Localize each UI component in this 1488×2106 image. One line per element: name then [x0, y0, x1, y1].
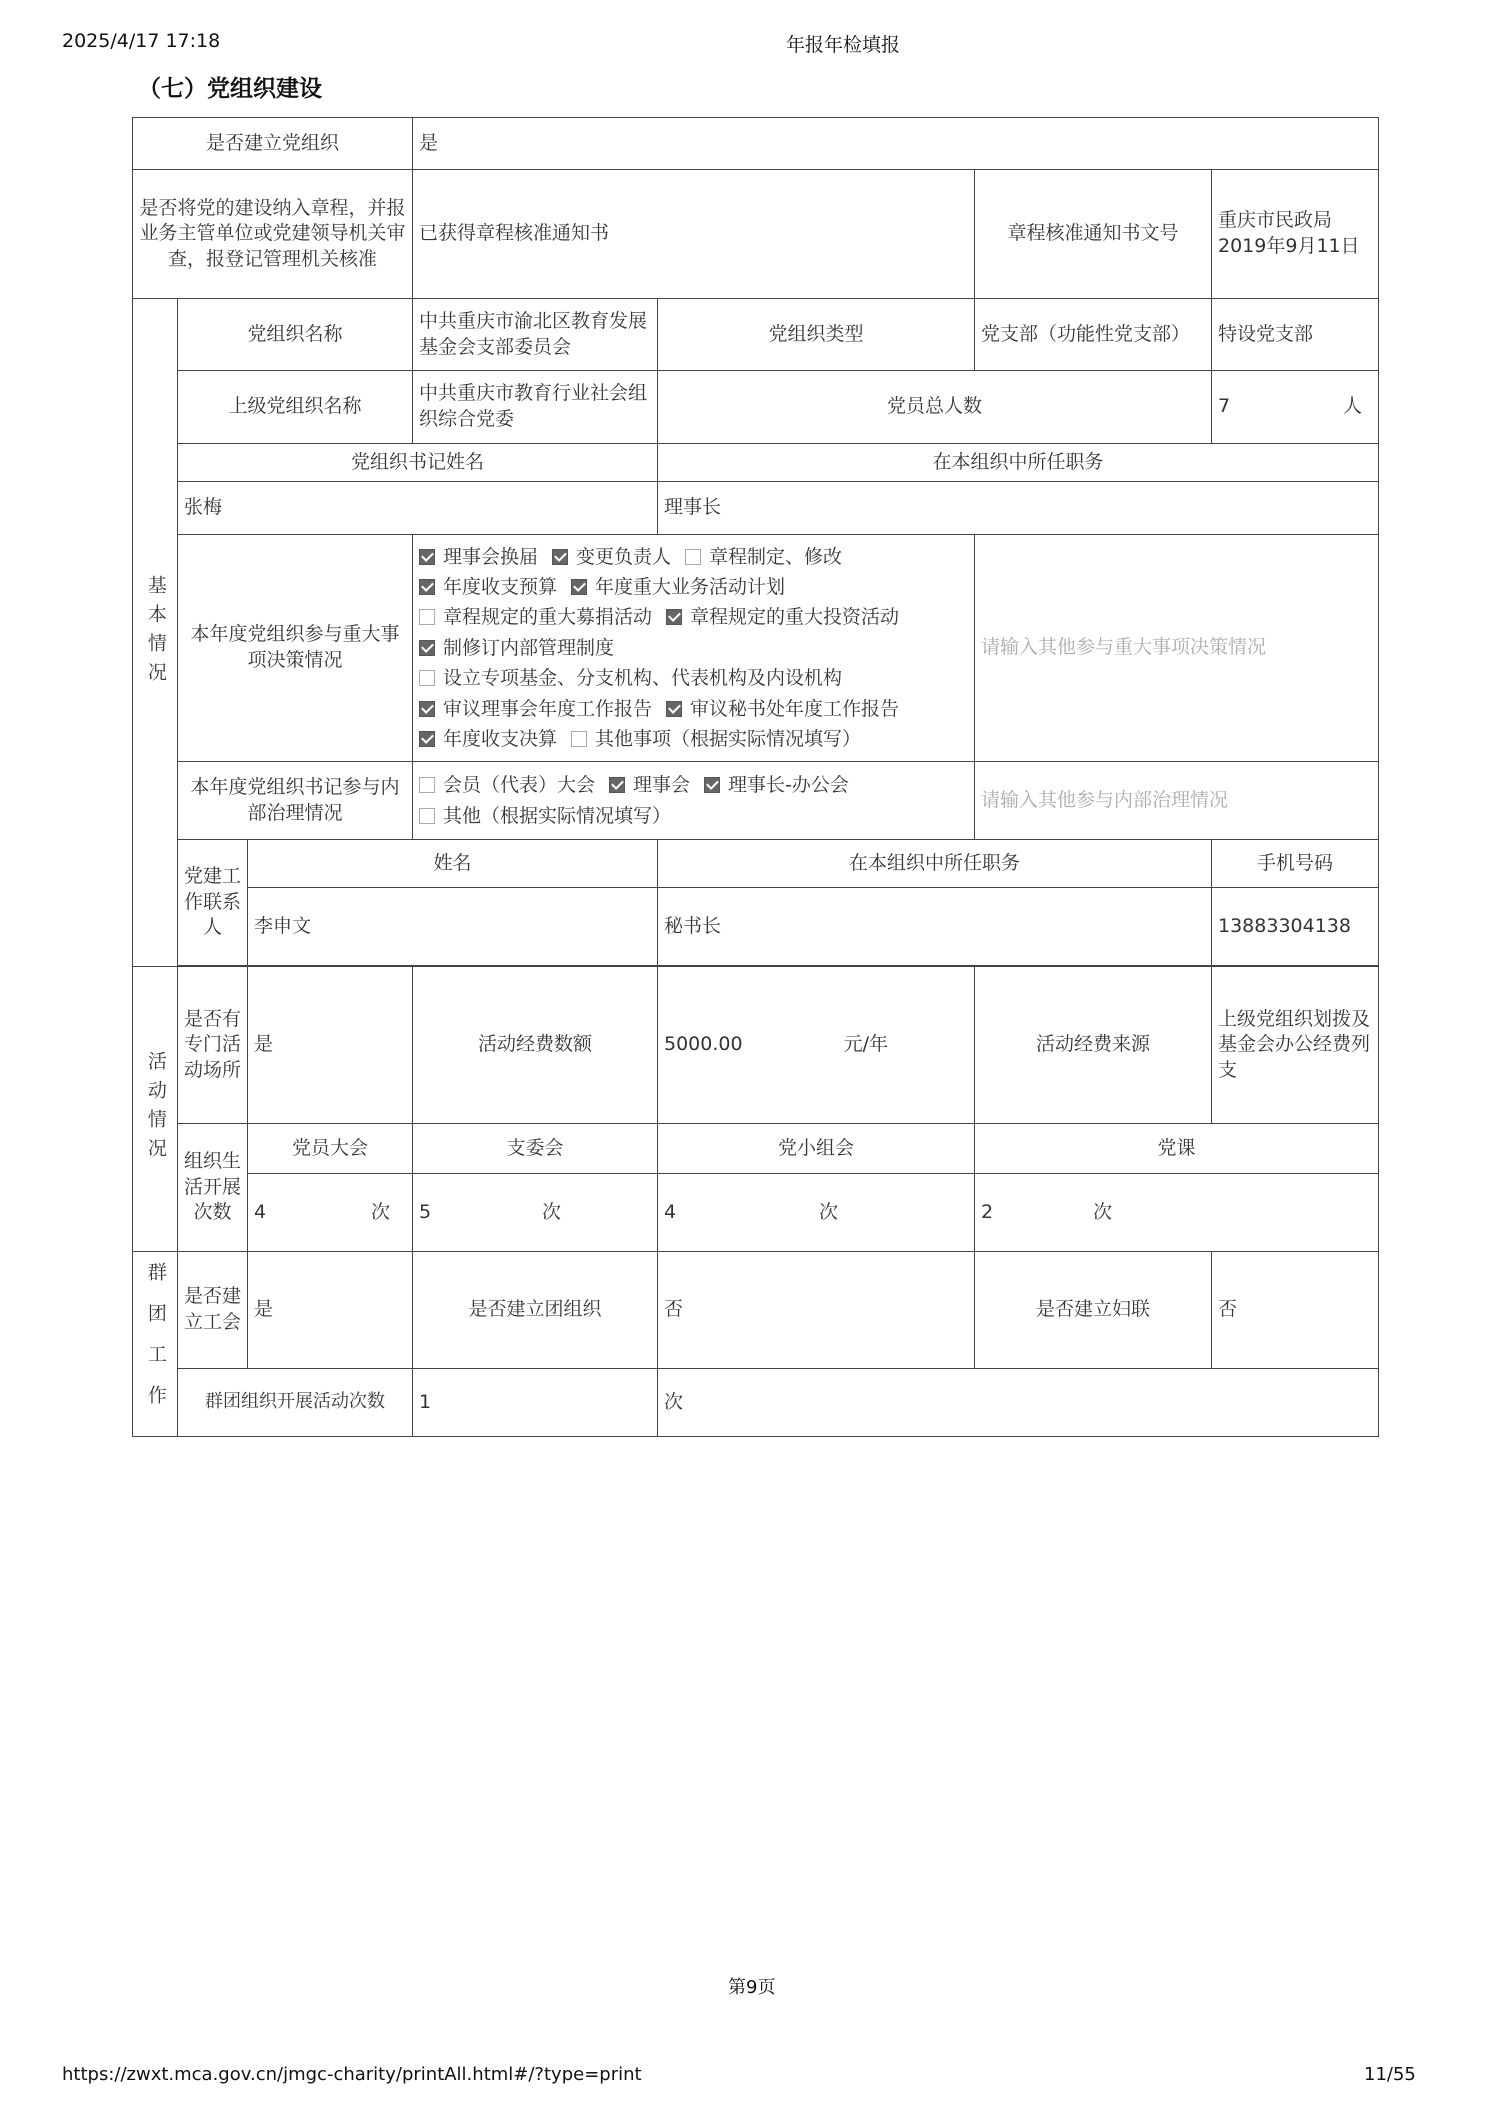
decision-option[interactable]: [419, 602, 652, 632]
life-field-2[interactable]: [658, 1174, 975, 1252]
decision-option-label: 章程规定的重大投资活动: [690, 606, 900, 629]
life-unit: 次: [1093, 1200, 1113, 1223]
governance-option[interactable]: [419, 801, 671, 831]
secretary-position-label: 在本组织中所任职务: [658, 444, 1379, 482]
women-label: 是否建立妇联: [975, 1252, 1212, 1369]
governance-option[interactable]: [609, 770, 690, 800]
org-type-value-2[interactable]: 特设党支部: [1212, 299, 1379, 371]
life-value-1: 5: [419, 1200, 432, 1223]
life-label: 组织生活开展次数: [178, 1124, 248, 1252]
checkbox-checked-icon[interactable]: [552, 549, 568, 565]
decision-option[interactable]: [419, 542, 538, 572]
decision-option[interactable]: [419, 633, 614, 663]
org-type-value-1[interactable]: 党支部（功能性党支部）: [975, 299, 1212, 371]
decision-option[interactable]: [552, 542, 671, 572]
decision-option-label: 审议秘书处年度工作报告: [690, 697, 900, 720]
fund-source-label: 活动经费来源: [975, 967, 1212, 1124]
checkbox-checked-icon[interactable]: [571, 579, 587, 595]
contact-position-label: 在本组织中所任职务: [658, 840, 1212, 888]
life-unit: 次: [818, 1200, 838, 1223]
decision-option[interactable]: [666, 694, 899, 724]
charter-doc-no-value[interactable]: 重庆市民政局2019年9月11日: [1212, 170, 1379, 299]
mass-count-label: 群团组织开展活动次数: [178, 1369, 413, 1437]
fund-label: 活动经费数额: [413, 967, 658, 1124]
decision-option[interactable]: [419, 724, 557, 754]
party-established-label: 是否建立党组织: [133, 118, 413, 170]
decision-option-label: 章程制定、修改: [709, 545, 843, 568]
fund-field[interactable]: [658, 967, 975, 1124]
life-header-2: 党小组会: [658, 1124, 975, 1174]
decision-option-label: 其他事项（根据实际情况填写）: [595, 727, 862, 750]
decision-option[interactable]: [571, 572, 785, 602]
org-name-label: 党组织名称: [178, 299, 413, 371]
contact-label: 党建工作联系人: [178, 840, 248, 966]
fund-value: 5000.00: [664, 1033, 743, 1056]
print-url: https://zwxt.mca.gov.cn/jmgc-charity/printAll.html#/?type=print: [62, 2064, 642, 2085]
contact-position-value[interactable]: 秘书长: [658, 888, 1212, 966]
decision-other-input[interactable]: 请输入其他参与重大事项决策情况: [975, 535, 1379, 762]
governance-option-label: 理事会: [633, 774, 691, 797]
mass-count-unit: 次: [658, 1369, 1379, 1437]
governance-option[interactable]: [704, 770, 849, 800]
checkbox-unchecked-icon[interactable]: [419, 670, 435, 686]
life-unit: 次: [370, 1200, 390, 1223]
life-field-1[interactable]: [413, 1174, 658, 1252]
decision-option-label: 变更负责人: [576, 545, 672, 568]
members-label: 党员总人数: [658, 371, 1212, 444]
parent-org-label: 上级党组织名称: [178, 371, 413, 444]
decision-option-label: 理事会换届: [443, 545, 539, 568]
checkbox-unchecked-icon[interactable]: [419, 777, 435, 793]
charter-value[interactable]: 已获得章程核准通知书: [413, 170, 975, 299]
checkbox-checked-icon[interactable]: [419, 640, 435, 656]
governance-option-label: 会员（代表）大会: [443, 774, 596, 797]
charter-label: 是否将党的建设纳入章程，并报业务主管单位或党建领导机关审查，报登记管理机关核准: [133, 170, 413, 299]
decision-option-label: 年度重大业务活动计划: [595, 576, 786, 599]
decision-label: 本年度党组织参与重大事项决策情况: [178, 535, 413, 762]
life-unit: 次: [541, 1200, 561, 1223]
checkbox-unchecked-icon[interactable]: [419, 808, 435, 824]
decision-option[interactable]: [571, 724, 861, 754]
life-field-3[interactable]: [975, 1174, 1379, 1252]
parent-org-value[interactable]: 中共重庆市教育行业社会组织综合党委: [413, 371, 658, 444]
activity-side-label: 活动情况: [133, 967, 178, 1252]
page-number: 第9页: [728, 1977, 776, 1998]
org-name-value[interactable]: 中共重庆市渝北区教育发展基金会支部委员会: [413, 299, 658, 371]
union-value[interactable]: 是: [248, 1252, 413, 1369]
secretary-name-label: 党组织书记姓名: [178, 444, 658, 482]
decision-option-label: 设立专项基金、分支机构、代表机构及内设机构: [443, 667, 843, 690]
venue-value[interactable]: 是: [248, 967, 413, 1124]
secretary-position-value[interactable]: 理事长: [658, 482, 1379, 535]
contact-name-label: 姓名: [248, 840, 658, 888]
governance-other-input[interactable]: 请输入其他参与内部治理情况: [975, 762, 1379, 840]
checkbox-checked-icon[interactable]: [704, 777, 720, 793]
contact-phone-value[interactable]: 13883304138: [1212, 888, 1379, 966]
checkbox-checked-icon[interactable]: [419, 549, 435, 565]
life-value-2: 4: [664, 1200, 677, 1223]
contact-name-value[interactable]: 李申文: [248, 888, 658, 966]
print-title: 年报年检填报: [786, 34, 901, 56]
league-value[interactable]: 否: [658, 1252, 975, 1369]
checkbox-checked-icon[interactable]: [419, 731, 435, 747]
life-header-0: 党员大会: [248, 1124, 413, 1174]
life-value-3: 2: [981, 1200, 994, 1223]
decision-option-label: 审议理事会年度工作报告: [443, 697, 653, 720]
life-field-0[interactable]: [248, 1174, 413, 1252]
checkbox-unchecked-icon[interactable]: [571, 731, 587, 747]
print-datetime: 2025/4/17 17:18: [62, 30, 221, 52]
checkbox-unchecked-icon[interactable]: [685, 549, 701, 565]
members-value: 7: [1218, 395, 1231, 418]
party-org-table: [132, 117, 1379, 1437]
org-type-label: 党组织类型: [658, 299, 975, 371]
section-title: （七）党组织建设: [138, 76, 322, 102]
governance-option-label: 理事长-办公会: [728, 774, 849, 797]
governance-option-label: 其他（根据实际情况填写）: [443, 804, 672, 827]
charter-doc-no-label: 章程核准通知书文号: [975, 170, 1212, 299]
party-established-value[interactable]: 是: [413, 118, 1379, 170]
decision-option[interactable]: [419, 694, 652, 724]
life-header-3: 党课: [975, 1124, 1379, 1174]
league-label: 是否建立团组织: [413, 1252, 658, 1369]
mass-side-label: 群团工作: [133, 1252, 178, 1437]
fund-unit: 元/年: [843, 1033, 888, 1056]
venue-label: 是否有专门活动场所: [178, 967, 248, 1124]
checkbox-checked-icon[interactable]: [419, 579, 435, 595]
mass-count-value[interactable]: 1: [413, 1369, 658, 1437]
decision-options: [413, 535, 975, 762]
checkbox-checked-icon[interactable]: [666, 609, 682, 625]
decision-option-label: 章程规定的重大募捐活动: [443, 606, 653, 629]
decision-option[interactable]: [685, 542, 842, 572]
members-unit: 人: [1343, 395, 1363, 418]
life-value-0: 4: [254, 1200, 267, 1223]
women-value[interactable]: 否: [1212, 1252, 1379, 1369]
decision-option[interactable]: [419, 663, 842, 693]
page-count: 11/55: [1364, 2064, 1416, 2085]
basic-side-label: 基本情况: [133, 299, 178, 967]
checkbox-checked-icon[interactable]: [609, 777, 625, 793]
secretary-name-value[interactable]: 张梅: [178, 482, 658, 535]
decision-option[interactable]: [666, 602, 899, 632]
checkbox-unchecked-icon[interactable]: [419, 609, 435, 625]
governance-option[interactable]: [419, 770, 595, 800]
decision-option[interactable]: [419, 572, 557, 602]
decision-option-label: 年度收支预算: [443, 576, 558, 599]
decision-option-label: 制修订内部管理制度: [443, 636, 615, 659]
governance-label: 本年度党组织书记参与内部治理情况: [178, 762, 413, 840]
checkbox-checked-icon[interactable]: [666, 701, 682, 717]
union-label: 是否建立工会: [178, 1252, 248, 1369]
decision-option-label: 年度收支决算: [443, 727, 558, 750]
governance-options: [413, 762, 975, 840]
fund-source-value[interactable]: 上级党组织划拨及基金会办公经费列支: [1212, 967, 1379, 1124]
contact-phone-label: 手机号码: [1212, 840, 1379, 888]
life-header-1: 支委会: [413, 1124, 658, 1174]
members-field[interactable]: [1212, 371, 1379, 444]
checkbox-checked-icon[interactable]: [419, 701, 435, 717]
